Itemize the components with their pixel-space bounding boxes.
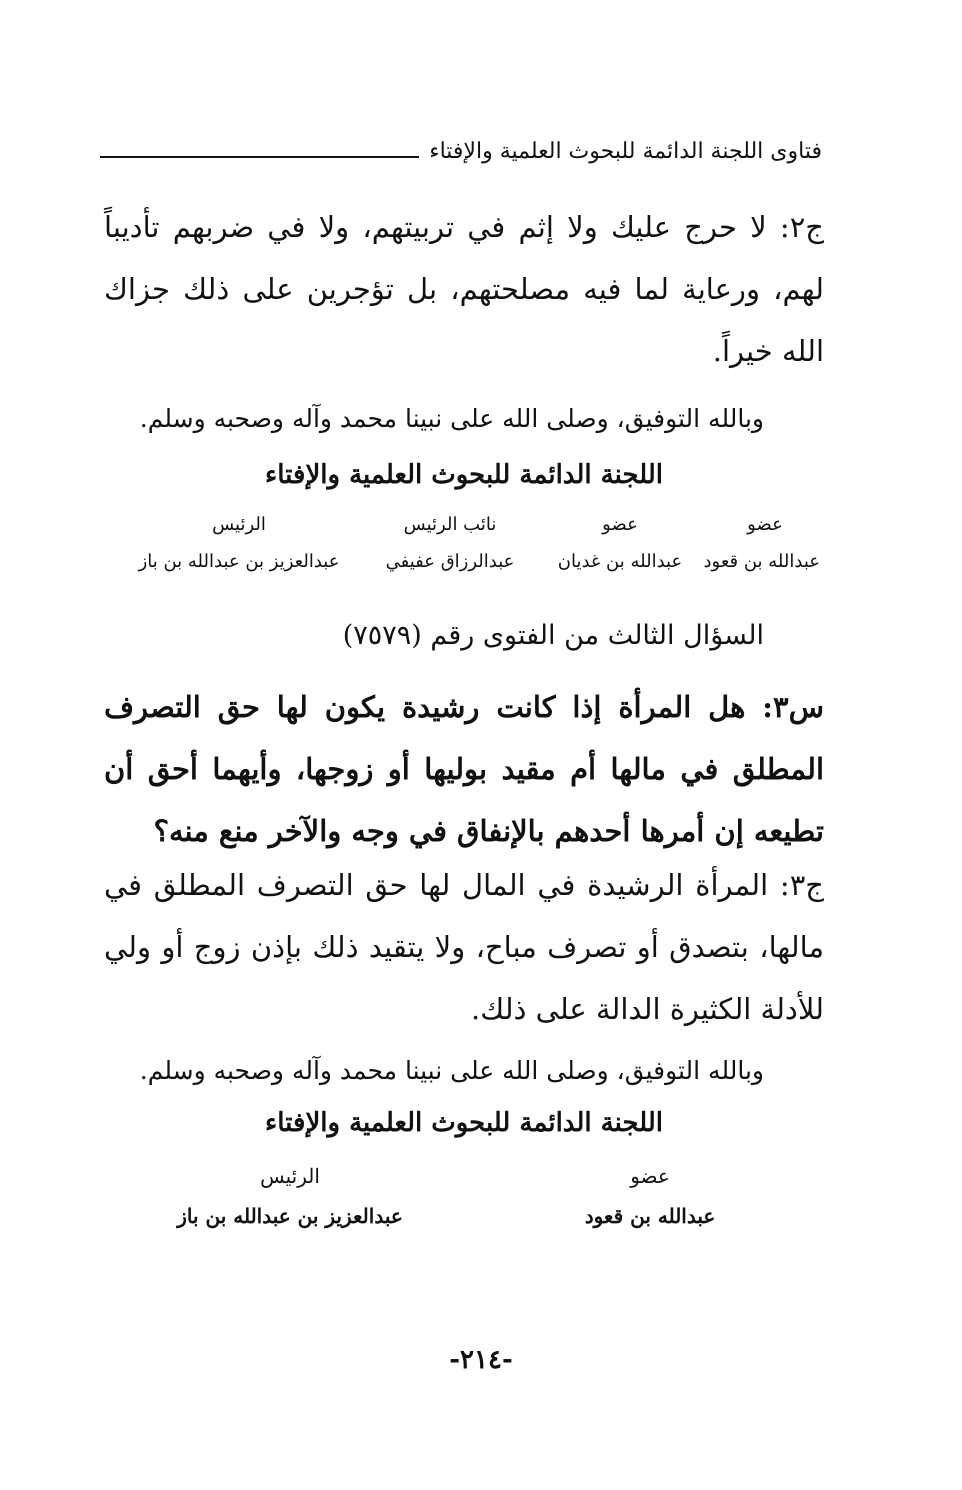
question-3-reference: السؤال الثالث من الفتوى رقم (٧٥٧٩) <box>342 620 764 651</box>
signatory <box>108 514 370 572</box>
signatory-name: عبدالله بن قعود <box>584 1204 716 1228</box>
closing-prayer-2: وبالله التوفيق، وصلى الله على نبينا محمد وآله وصحبه وسلم. <box>139 1056 764 1085</box>
signatory-name: عبدالله بن غديان <box>557 551 683 572</box>
signatory-name: عبدالرزاق عفيفي <box>385 551 515 572</box>
answer-2-paragraph: ج٢: لا حرج عليك ولا إثم في تربيتهم، ولا في ضربهم تأديباً لهم، ورعاية لما فيه مصلحتهم، بل تؤجرين على ذلك جزاك الله خيراً. <box>104 210 824 368</box>
signatory-role: عضو <box>630 1164 670 1188</box>
running-title: فتاوى اللجنة الدائمة للبحوث العلمية والإفتاء <box>429 139 822 164</box>
signatory <box>170 1164 410 1228</box>
signatory-role: الرئيس <box>212 514 266 535</box>
signatories-1 <box>108 514 820 572</box>
signatory-name: عبدالعزيز بن عبدالله بن باز <box>138 551 340 572</box>
signatories-2 <box>170 1164 750 1228</box>
signatory <box>550 1164 750 1228</box>
signatory <box>530 514 710 572</box>
answer-3-paragraph: ج٣: المرأة الرشيدة في المال لها حق التصرف المطلق في مالها، بتصدق أو تصرف مباح، ولا يتقيد ذلك بإذن زوج أو ولي للأدلة الكثيرة الدالة على ذلك. <box>104 868 824 1026</box>
signatory-spacer <box>410 1164 550 1228</box>
question-3-paragraph: س٣: هل المرأة إذا كانت رشيدة يكون لها حق التصرف المطلق في مالها أم مقيد بوليها أو زوجها، وأيهما أحق أن تطيعه إن أمرها أحدهم بالإنفاق في وجه والآخر منع منه؟ <box>104 690 824 848</box>
page-number: -٢١٤- <box>449 1345 513 1375</box>
committee-name-2: اللجنة الدائمة للبحوث العلمية والإفتاء <box>265 1108 663 1138</box>
signatory <box>703 514 820 572</box>
signatory <box>370 514 530 572</box>
signatory-name: عبدالعزيز بن عبدالله بن باز <box>177 1204 403 1228</box>
signatory-role: عضو <box>602 514 638 535</box>
header-rule <box>100 156 419 158</box>
committee-name-1: اللجنة الدائمة للبحوث العلمية والإفتاء <box>265 460 663 490</box>
signatory-role: الرئيس <box>260 1164 320 1188</box>
signatory-role: نائب الرئيس <box>403 514 497 535</box>
closing-prayer-1: وبالله التوفيق، وصلى الله على نبينا محمد وآله وصحبه وسلم. <box>139 404 764 433</box>
running-header <box>100 128 822 164</box>
signatory-name: عبدالله بن قعود <box>703 551 820 572</box>
signatory-role: عضو <box>747 514 783 535</box>
